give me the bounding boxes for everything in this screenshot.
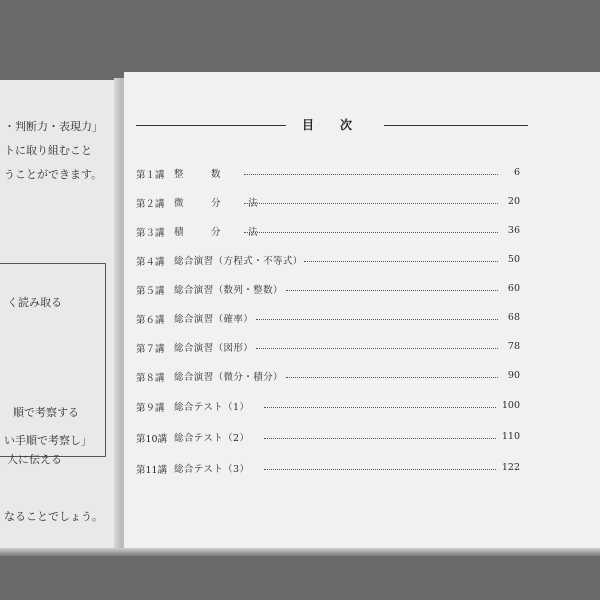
lesson-title: 総合演習（確率） bbox=[174, 314, 254, 325]
page-number: 100 bbox=[501, 400, 520, 411]
left-box-line: 人に伝える bbox=[7, 453, 62, 466]
page-bottom-shadow bbox=[0, 548, 600, 556]
left-text-line: い手順で考察し」 bbox=[4, 434, 92, 447]
toc-heading-char-1: 目 bbox=[302, 118, 315, 132]
toc-heading bbox=[136, 116, 528, 136]
page-number: 20 bbox=[507, 196, 520, 207]
dot-leader bbox=[244, 174, 498, 175]
lesson-number: 第３講 bbox=[136, 228, 165, 239]
page-number: 90 bbox=[507, 370, 520, 381]
toc-heading-char-2: 次 bbox=[340, 118, 353, 132]
lesson-title: 総合テスト（2） bbox=[174, 433, 250, 444]
toc-entry bbox=[136, 165, 520, 181]
dot-leader bbox=[286, 290, 498, 291]
lesson-number: 第１講 bbox=[136, 170, 165, 181]
left-box-line: 順で考察する bbox=[13, 406, 79, 419]
page-number: 50 bbox=[507, 254, 520, 265]
page-number: 110 bbox=[501, 431, 520, 442]
lesson-number: 第９講 bbox=[136, 403, 165, 414]
dot-leader bbox=[264, 469, 496, 470]
lesson-title: 微 分 法 bbox=[174, 198, 267, 209]
dot-leader bbox=[244, 203, 498, 204]
toc-entry bbox=[136, 398, 520, 414]
page-number: 60 bbox=[507, 283, 520, 294]
toc-entry bbox=[136, 252, 520, 268]
lesson-title: 整 数 bbox=[174, 169, 230, 180]
toc-entry bbox=[136, 460, 520, 476]
toc-entry bbox=[136, 281, 520, 297]
lesson-number: 第４講 bbox=[136, 257, 165, 268]
lesson-number: 第２講 bbox=[136, 199, 165, 210]
dot-leader bbox=[244, 232, 498, 233]
dot-leader bbox=[264, 407, 496, 408]
left-text-line: トに取り組むこと bbox=[4, 144, 92, 157]
dot-leader bbox=[256, 319, 498, 320]
lesson-number: 第５講 bbox=[136, 286, 165, 297]
lesson-title: 総合演習（微分・積分） bbox=[174, 372, 283, 383]
page-number: 122 bbox=[501, 462, 520, 473]
page-number: 6 bbox=[513, 167, 520, 178]
dot-leader bbox=[286, 377, 498, 378]
page-number: 68 bbox=[507, 312, 520, 323]
heading-rule-right bbox=[384, 125, 528, 126]
page-number: 36 bbox=[507, 225, 520, 236]
lesson-number: 第11講 bbox=[136, 465, 168, 476]
toc-entry bbox=[136, 368, 520, 384]
dot-leader bbox=[264, 438, 496, 439]
left-text-line: うことができます。 bbox=[4, 168, 103, 181]
left-page bbox=[0, 80, 122, 550]
dot-leader bbox=[256, 348, 498, 349]
left-box-line: く読み取る bbox=[7, 296, 62, 309]
left-text-line: なることでしょう。 bbox=[4, 510, 103, 523]
lesson-title: 総合演習（図形） bbox=[174, 343, 254, 354]
page-number: 78 bbox=[507, 341, 520, 352]
lesson-number: 第６講 bbox=[136, 315, 165, 326]
dot-leader bbox=[304, 261, 498, 262]
lesson-number: 第７講 bbox=[136, 344, 165, 355]
lesson-title: 総合テスト（1） bbox=[174, 402, 250, 413]
toc-entry bbox=[136, 194, 520, 210]
left-boxed-list bbox=[0, 263, 106, 466]
lesson-title: 総合演習（数列・整数） bbox=[174, 285, 283, 296]
heading-rule-left bbox=[136, 125, 286, 126]
lesson-title: 積 分 法 bbox=[174, 227, 267, 238]
toc-entry bbox=[136, 310, 520, 326]
toc-entry bbox=[136, 429, 520, 445]
toc-entry bbox=[136, 223, 520, 239]
lesson-title: 総合演習（方程式・不等式） bbox=[174, 256, 303, 267]
lesson-title: 総合テスト（3） bbox=[174, 464, 250, 475]
left-text-line: ・判断力・表現力」 bbox=[4, 120, 103, 133]
toc-entry bbox=[136, 339, 520, 355]
lesson-number: 第10講 bbox=[136, 434, 168, 445]
lesson-number: 第８講 bbox=[136, 373, 165, 384]
